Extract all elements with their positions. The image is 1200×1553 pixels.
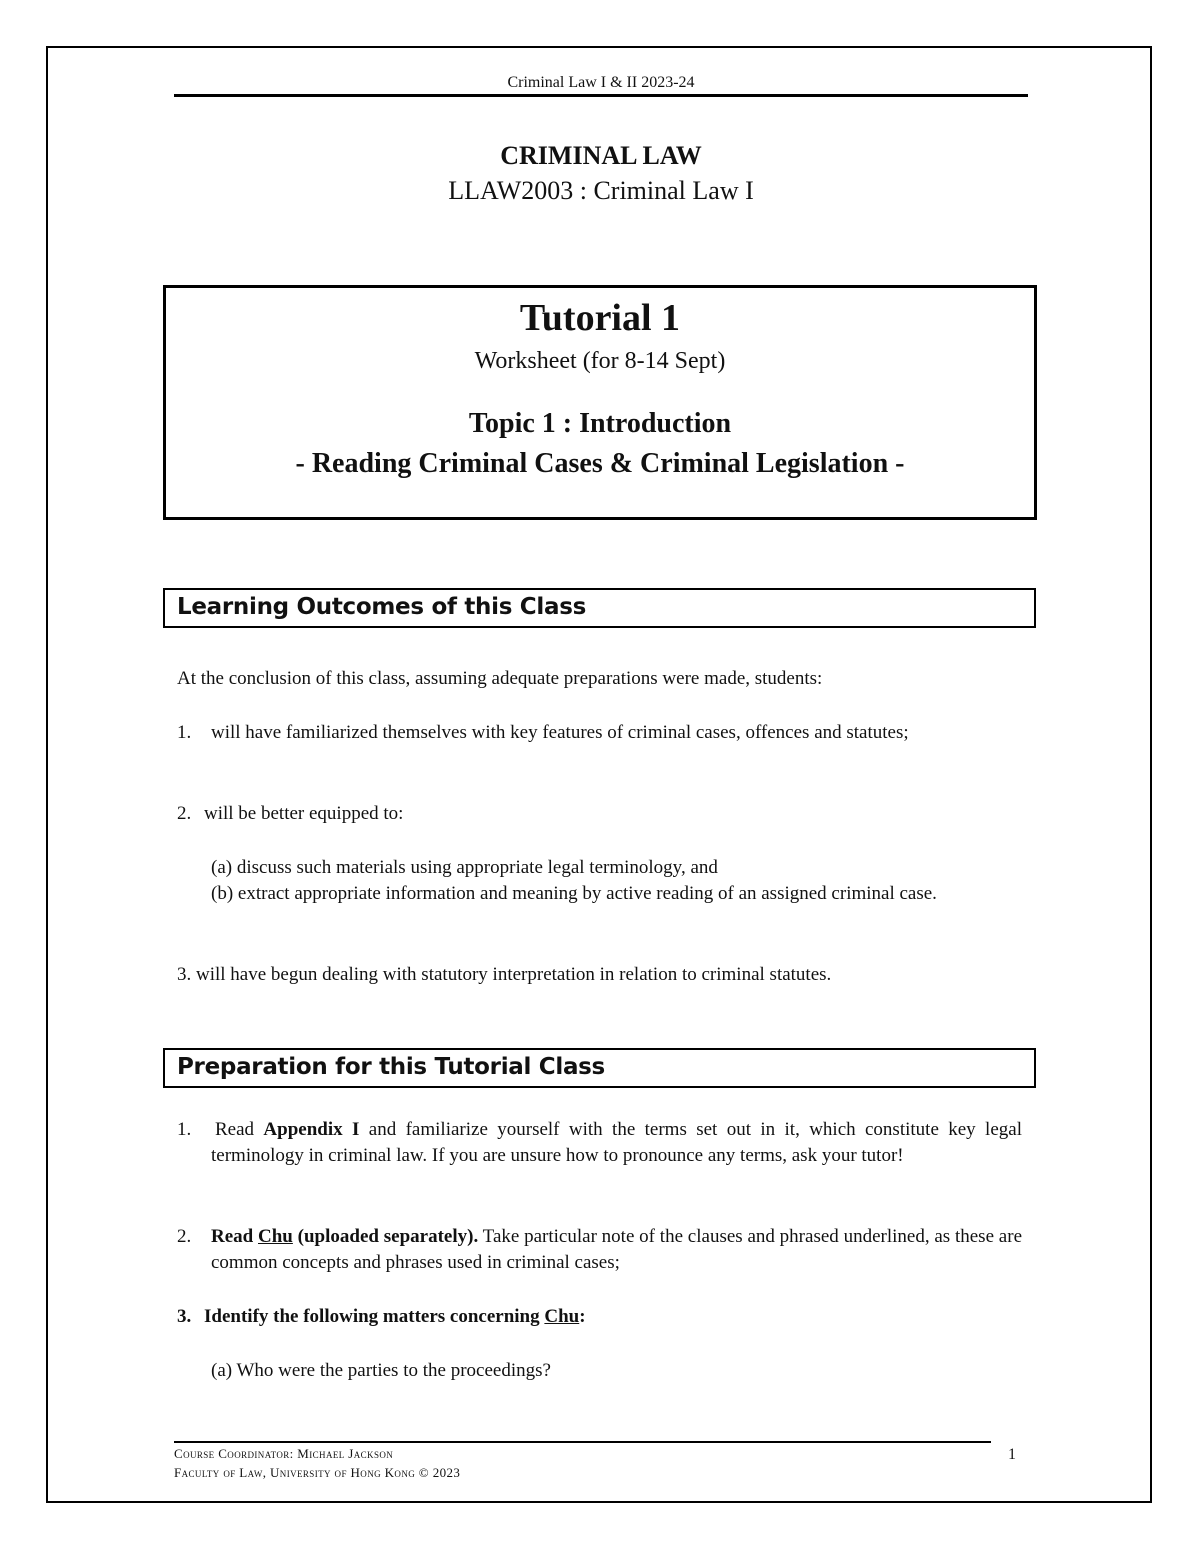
prep-2-read: Read [211, 1226, 259, 1247]
running-header: Criminal Law I & II 2023-24 [507, 74, 695, 91]
course-title: CRIMINAL LAW [500, 141, 702, 170]
tutorial-title-box [163, 285, 1037, 520]
footer-faculty: Faculty of Law, University of Hong Kong © 2023 [174, 1465, 461, 1480]
prep-2-uploaded-note: (uploaded separately). [292, 1226, 479, 1247]
prep-2-post: Take particular note of the clauses and phrased underlined, as these are common concepts and phrases used in criminal cases; [211, 1226, 1022, 1273]
learning-outcomes-box [163, 588, 1036, 628]
preparation-heading: Preparation for this Tutorial Class [177, 1054, 605, 1080]
case-name-chu-2: Chu [544, 1306, 580, 1327]
outcome-1-number: 1. [177, 722, 192, 743]
prep-3-number: 3. [177, 1306, 192, 1327]
topic-subtitle: - Reading Criminal Cases & Criminal Legislation - [295, 448, 905, 479]
outcome-2-text: will be better equipped to: [204, 803, 404, 824]
prep-1-post: and familiarize yourself with the terms set out in it, which constitute key legal terminology in criminal law. If you are unsure how to pronounce any terms, ask your tutor! [211, 1119, 1022, 1166]
preparation-box [163, 1048, 1036, 1088]
page-number: 1 [1008, 1446, 1016, 1463]
outcomes-intro: At the conclusion of this class, assuming adequate preparations were made, students: [177, 668, 823, 689]
learning-outcomes-heading: Learning Outcomes of this Class [177, 594, 586, 620]
case-name-chu: Chu [258, 1226, 293, 1247]
header-rule [174, 94, 1028, 97]
outcome-2-number: 2. [177, 803, 192, 824]
prep-2-number: 2. [177, 1226, 192, 1247]
prep-3-text [204, 1304, 1015, 1330]
appendix-reference: Appendix I [263, 1119, 360, 1140]
outcome-3-text: 3. will have begun dealing with statutory interpretation in relation to criminal statutes. [177, 964, 832, 985]
prep-3a-text: (a) Who were the parties to the proceedings? [211, 1360, 551, 1381]
footer-rule [174, 1441, 991, 1443]
tutorial-title: Tutorial 1 [519, 297, 681, 339]
course-code: LLAW2003 : Criminal Law I [448, 176, 754, 205]
prep-1-pre: Read [215, 1119, 264, 1140]
page-frame [46, 46, 1152, 1503]
prep-1-number: 1. [177, 1119, 192, 1140]
prep-3-post: : [579, 1306, 586, 1327]
footer-coordinator: Course Coordinator: Michael Jackson [174, 1446, 394, 1461]
outcome-1-text: will have familiarized themselves with key features of criminal cases, offences and statutes; [211, 722, 909, 743]
topic-title: Topic 1 : Introduction [468, 408, 732, 439]
worksheet-dates: Worksheet (for 8-14 Sept) [474, 348, 726, 374]
prep-1-text [211, 1117, 1022, 1169]
prep-3-pre: Identify the following matters concerning [204, 1306, 545, 1327]
prep-2-text [211, 1224, 1022, 1276]
outcome-2a-text: (a) discuss such materials using appropriate legal terminology, and [211, 857, 718, 878]
outcome-2b-text: (b) extract appropriate information and meaning by active reading of an assigned criminal case. [211, 883, 937, 904]
